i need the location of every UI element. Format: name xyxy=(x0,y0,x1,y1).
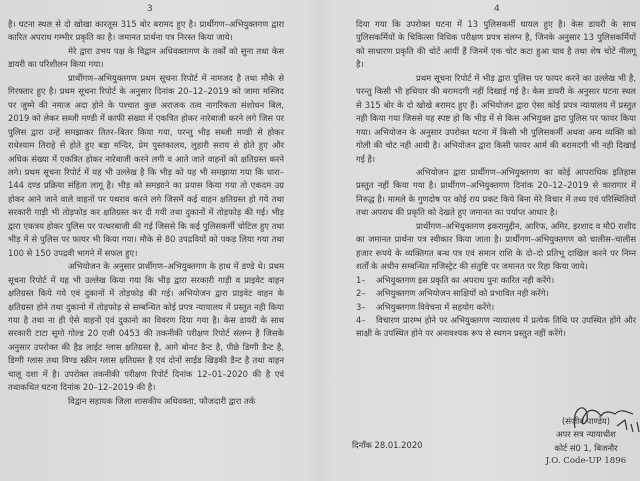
signature-block xyxy=(532,415,640,469)
judge-designation: अपर सत्र न्यायाधीश xyxy=(556,429,616,440)
paragraph: अभियोजन के अनुसार प्रार्थीगण–अभियुक्तगण के हाथ में डण्डे थे। प्रथम सूचना रिपोर्ट में यह भी उल्लेख किया गया कि भीड़ द्वारा सरकारी गाड़ी व प्राइवेट वाहन क्षतिग्रस्त किये गये एवं दुकानों में तोड़फोड़ की गई। अभियोजन द्वारा प्राइवेट वाहन के क्षतिग्रस्त होने तथा दुकानो में तोड़फोड़ से सम्बन्धित कोई प्रपत्र न्यायालय में प्रस्तुत नही किया गया है तथा ना ही ऐसे वाहनों एवं दुकानो का विवरण दिया गया है। केस डायरी के साथ सरकारी टाटा सूमो गोल्ड 20 एजी 0453 की तकनीकी परीक्षण रिपोर्ट संलग्न है जिसके अनुसार उपरोक्त की हैड लाईट ग्लास क्षतिग्रस्त है, आगे बोनट डैन्ट है, पीछे डिग्गी डैन्ट है, डिग्गी ग्लास तथा विण्ड स्क्रीन ग्लास क्षतिग्रस्त है एवं दोनों साईड खिड़की डैन्ट है तथा वाहन चालू दशा में है। उपरोक्त तकनीकी परीक्षण रिपोर्ट दिनांक 12–01–2020 की है एवं तथाकथित घटना दिनांक 20–12–2019 की है। xyxy=(8,261,284,393)
paragraph: दिया गया कि उपरोक्त घटना में 13 पुलिसकर्मी घायल हुए है। केस डायरी के साथ पुलिसकर्मियों के चिकित्सा विधिक परीक्षण प्रपत्र संलग्न है, जिनके अनुसार 13 पुलिसकर्मियों को साधारण प्रकृति की चोटें आयीं हैं जिनमें एक चोट कटा हुआ घाव है तथा शेष चोटें नीलगू है। xyxy=(356,19,636,70)
paragraph: अभियोजन द्वारा प्रार्थीगण–अभियुक्तगण का कोई आपराधिक इतिहास प्रस्तुत नहीं किया गया है। प्रार्थीगण–अभियुक्तगण दिनांक 20–12–2019 से कारागार में निरुद्ध है। मामले के गुणदोष पर कोई राय प्रकट किये बिना मेरे विचार में तथ्य एवं परिस्थितियों तथा अपराध की प्रकृति को देखते हुए जमानत का पर्याप्त आधार है। xyxy=(356,166,636,218)
page-body xyxy=(356,18,636,341)
condition-item: 1– अभियुक्तगण इस प्रकृति का अपराध पुनः कारित नही करेंगे। xyxy=(356,274,555,285)
page-3 xyxy=(0,0,300,481)
paragraph: प्रथम सूचना रिपोर्ट में भीड़ द्वारा पुलिस पर फायर करने का उल्लेख भी है, परन्तु किसी भी हथियार की बरामदगी नहीं दिखाई गई है। केस डायरी के अनुसार घटना स्थल से 315 बोर के दो खोखे बरामद हुए हैं। अभियोजन द्वारा ऐसा कोई प्रपत्र न्यायालय में प्रस्तुत नही किया गया जिससे यह स्पष्ट हो कि भीड़ में से किस अभियुक्त द्वारा पुलिस पर फायर किया गया। अभियोजन के अनुसार उपरोक्त घटना में किसी भी पुलिसकर्मी अथवा अन्य व्यक्ति को गोली की चोट नही आयी है। अभियोजन द्वारा किसी फायर आर्म की बरामदगी भी नही दिखाई गई है। xyxy=(356,72,636,164)
page-4 xyxy=(322,0,640,481)
condition-item: 3– अभियुक्तगण विवेचना में सहयोग करेंगे। xyxy=(356,301,495,312)
page-body xyxy=(8,18,284,408)
condition-item: 4– विचारण प्रारम्भ होने पर अभियुक्तगण न्यायालय में प्रत्येक तिथि पर उपस्थित होंगे और साक्षी के उपस्थित होने पर अनावश्यक रूप से स्थगन प्रस्तुत नहीं करेंगे। xyxy=(356,314,636,339)
judge-name: (संजीव पाण्डेय) xyxy=(561,416,611,426)
paragraph: है। घटना स्थल से दो खोखा कारतूस 315 बोर बरामद हुए है। प्रार्थीगण–अभियुक्तगण द्वारा कारित अपराध गम्भीर प्रकृति का है। जमानत प्रार्थना पत्र निरस्त किया जाये। xyxy=(8,19,284,43)
court-name: कोर्ट सं0 1, बिजनौर xyxy=(554,442,618,453)
jo-code: J.O. Code-UP 1896 xyxy=(545,456,627,467)
page-number: 4 xyxy=(494,4,500,14)
page-number: 3 xyxy=(147,4,153,14)
paragraph: विद्वान सहायक जिला शासकीय अधिवक्ता, फौजदारी द्वारा तर्क xyxy=(68,395,256,406)
paragraph: प्रार्थीगण–अभियुक्तगण इकरामुद्दीन, आरिफ, अमिर, इरशाद व मौ0 राशीद का जमानत प्रार्थना पत्र स्वीकार किया जाता है। प्रार्थीगण–अभियुक्तगण को चालीस–चालीस हजार रूपये के व्यक्तिगत बन्ध पत्र एवं समान राशि के दो–दो प्रतिभू दाखिल करने पर निम्न शर्तों के अधीन सम्बन्धित मजिस्ट्रेट की संतुष्टि पर जमानत पर रिहा किया जाये। xyxy=(356,220,636,272)
condition-item: 2– अभियुक्तगण अभियोजन साक्षियों को प्रभावित नही करेंगे। xyxy=(356,288,549,299)
order-date: दिनाँक 28.01.2020 xyxy=(352,440,423,450)
paragraph: प्रार्थीगण–अभियुक्तगण प्रथम सूचना रिपोर्ट में नामजद है तथा मौके से गिरफ्तार हुए है। प्रथम सूचना रिपोर्ट के अनुसार दिनांक 20–12–2019 को जामा मस्जिद पर जुम्मे की नमाज अदा होने के पश्चात कुछ अराजक तत्व नागरिकता संशोधन बिल, 2019 को लेकर सब्जी मण्डी में काफी संख्या में एकत्रित होकर नारेबाजी करने लगे जिस पर पुलिस द्वारा उन्हें समझाकर तितर–बितर किया गया, परन्तु भीड़ सब्जी मण्डी से होकर राधेश्याम तिराहे से होते हुए बड़ा मन्दिर, प्रेम पुस्तकालय, लुहारी सराय से होते हुए और अधिक संख्या में एकत्रित होकर नारेबाजी करने लगी व आते जाते वाहनों को क्षतिग्रस्त करने लगे। प्रथम सूचना रिपोर्ट में यह भी उल्लेख है कि भीड़ को यह भी समझाया गया कि धारा–144 दण्ड प्रक्रिया संहिता लागू है। भीड़ को समझाने का प्रयास किया गया तो एकदम उग्र होकर आने जाने वाले वाहनों पर पथराव करने लगे जिसमें कई वाहन क्षतिग्रस्त हो गये तथा सरकारी गाड़ी भी तोड़फोड़ कर क्षतिग्रस्त कर दी गयी तथा दुकानों में तोड़फोड़ की गई। भीड़ द्वारा एकत्रय होकर पुलिस पर पत्थरबाजी की गई जिससे कि कई पुलिसकर्मी चोटिल हुए तथा भीड़ में से पुलिस पर फायर भी किया गया। मौके से 80 उपद्रवियों को पकड़ लिया गया तथा 100 से 150 उपद्रवी भागने में सफल हुए। xyxy=(8,72,284,258)
paragraph: मेरे द्वारा उभय पक्ष के विद्वान अधिवक्तागण के तर्कों को सुना तथा केस डायरी का परिशीलन किया गया। xyxy=(8,45,284,70)
